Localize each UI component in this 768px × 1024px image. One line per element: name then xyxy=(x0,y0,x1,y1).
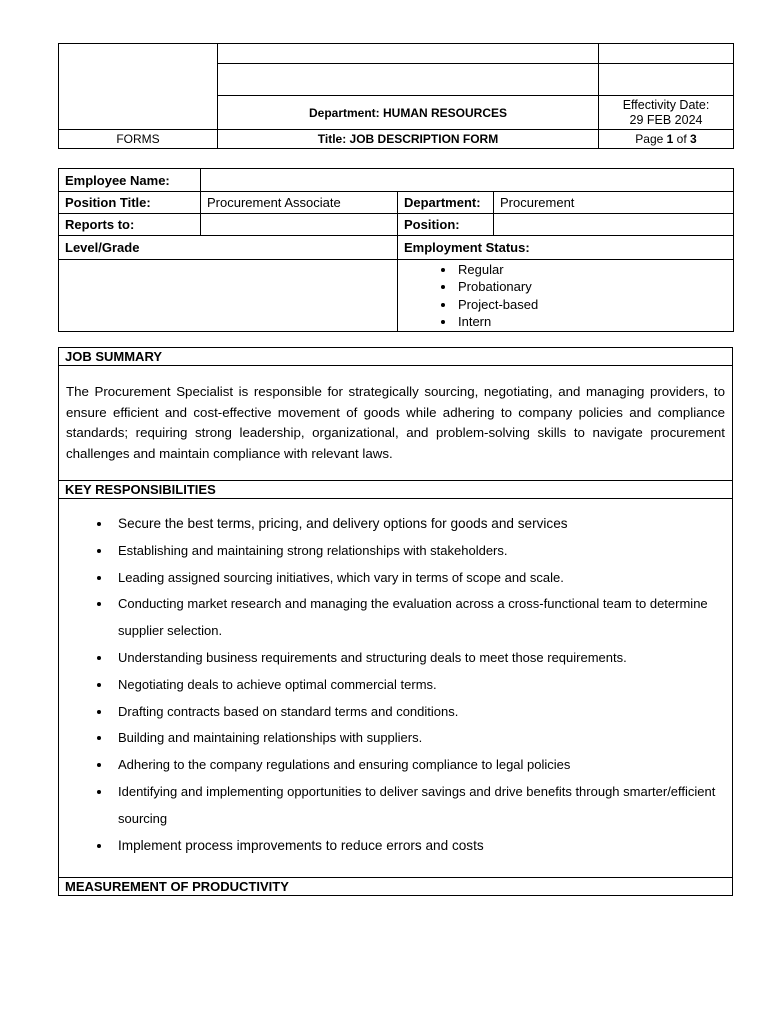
responsibility-item: • Identifying and implementing opportunities to deliver savings and drive benefits through smarter/efficient sourcing xyxy=(112,779,726,833)
effectivity-cell xyxy=(599,96,734,130)
forms-label: FORMS xyxy=(59,130,218,149)
responsibility-item: • Negotiating deals to achieve optimal commercial terms. xyxy=(112,672,726,699)
header-blank-1 xyxy=(218,44,599,64)
employment-status-label: Employment Status: xyxy=(398,236,734,260)
level-grade-label: Level/Grade xyxy=(59,236,398,260)
employee-info-table xyxy=(58,168,734,332)
responsibility-item: • Leading assigned sourcing initiatives, which vary in terms of scope and scale. xyxy=(112,565,726,592)
measurement-heading: MEASUREMENT OF PRODUCTIVITY xyxy=(59,878,733,896)
effectivity-date: 29 FEB 2024 xyxy=(629,112,703,127)
employee-name-label: Employee Name: xyxy=(59,169,201,192)
employment-status-options xyxy=(398,260,734,332)
department-heading: Department: HUMAN RESOURCES xyxy=(218,96,599,130)
employment-status-option: • Project-based xyxy=(456,296,727,314)
department-label: Department: xyxy=(398,192,494,214)
form-title: Title: JOB DESCRIPTION FORM xyxy=(218,130,599,149)
logo-cell xyxy=(59,44,218,130)
position-title-field[interactable]: Procurement Associate xyxy=(201,192,398,214)
header-blank-3 xyxy=(218,64,599,96)
responsibility-item: • Secure the best terms, pricing, and delivery options for goods and services xyxy=(112,511,726,538)
position-title-label: Position Title: xyxy=(59,192,201,214)
employment-status-option: • Probationary xyxy=(456,278,727,296)
responsibility-item: • Implement process improvements to reduce errors and costs xyxy=(112,833,726,860)
responsibility-item: • Building and maintaining relationships with suppliers. xyxy=(112,725,726,752)
job-description-sections xyxy=(58,347,733,896)
responsibility-item: • Adhering to the company regulations and ensuring compliance to legal policies xyxy=(112,752,726,779)
employment-status-option: • Regular xyxy=(456,261,727,279)
job-summary-text: The Procurement Specialist is responsible for strategically sourcing, negotiating, and managing providers, to ensure efficient and cost-effective movement of goods while adhering to company policies and compliance standards; requiring strong leadership, organizational, and problem-solving skills to navigate procurement challenges and maintain compliance with relevant laws. xyxy=(59,366,733,481)
responsibility-item: • Understanding business requirements and structuring deals to meet those requirements. xyxy=(112,645,726,672)
form-header xyxy=(58,43,734,149)
reports-to-label: Reports to: xyxy=(59,214,201,236)
department-field[interactable]: Procurement xyxy=(494,192,734,214)
header-blank-2 xyxy=(599,44,734,64)
reports-to-field[interactable] xyxy=(201,214,398,236)
responsibility-item: • Establishing and maintaining strong relationships with stakeholders. xyxy=(112,538,726,565)
page-total: 3 xyxy=(690,132,697,146)
effectivity-label: Effectivity Date: xyxy=(622,97,710,112)
employee-name-field[interactable] xyxy=(201,169,734,192)
position-field[interactable] xyxy=(494,214,734,236)
employment-status-list xyxy=(404,261,727,331)
key-responsibilities-list xyxy=(65,511,726,859)
key-responsibilities-body xyxy=(59,499,733,878)
responsibility-item: • Conducting market research and managing the evaluation across a cross-functional team to determine supplier selection. xyxy=(112,591,726,645)
level-grade-field[interactable] xyxy=(59,260,398,332)
header-blank-4 xyxy=(599,64,734,96)
page-number: Page 1 of 3 xyxy=(599,130,734,149)
employment-status-option: • Intern xyxy=(456,313,727,331)
position-label: Position: xyxy=(398,214,494,236)
key-responsibilities-heading: KEY RESPONSIBILITIES xyxy=(59,481,733,499)
page-current: 1 xyxy=(666,132,674,146)
job-summary-heading: JOB SUMMARY xyxy=(59,348,733,366)
responsibility-item: • Drafting contracts based on standard terms and conditions. xyxy=(112,699,726,726)
